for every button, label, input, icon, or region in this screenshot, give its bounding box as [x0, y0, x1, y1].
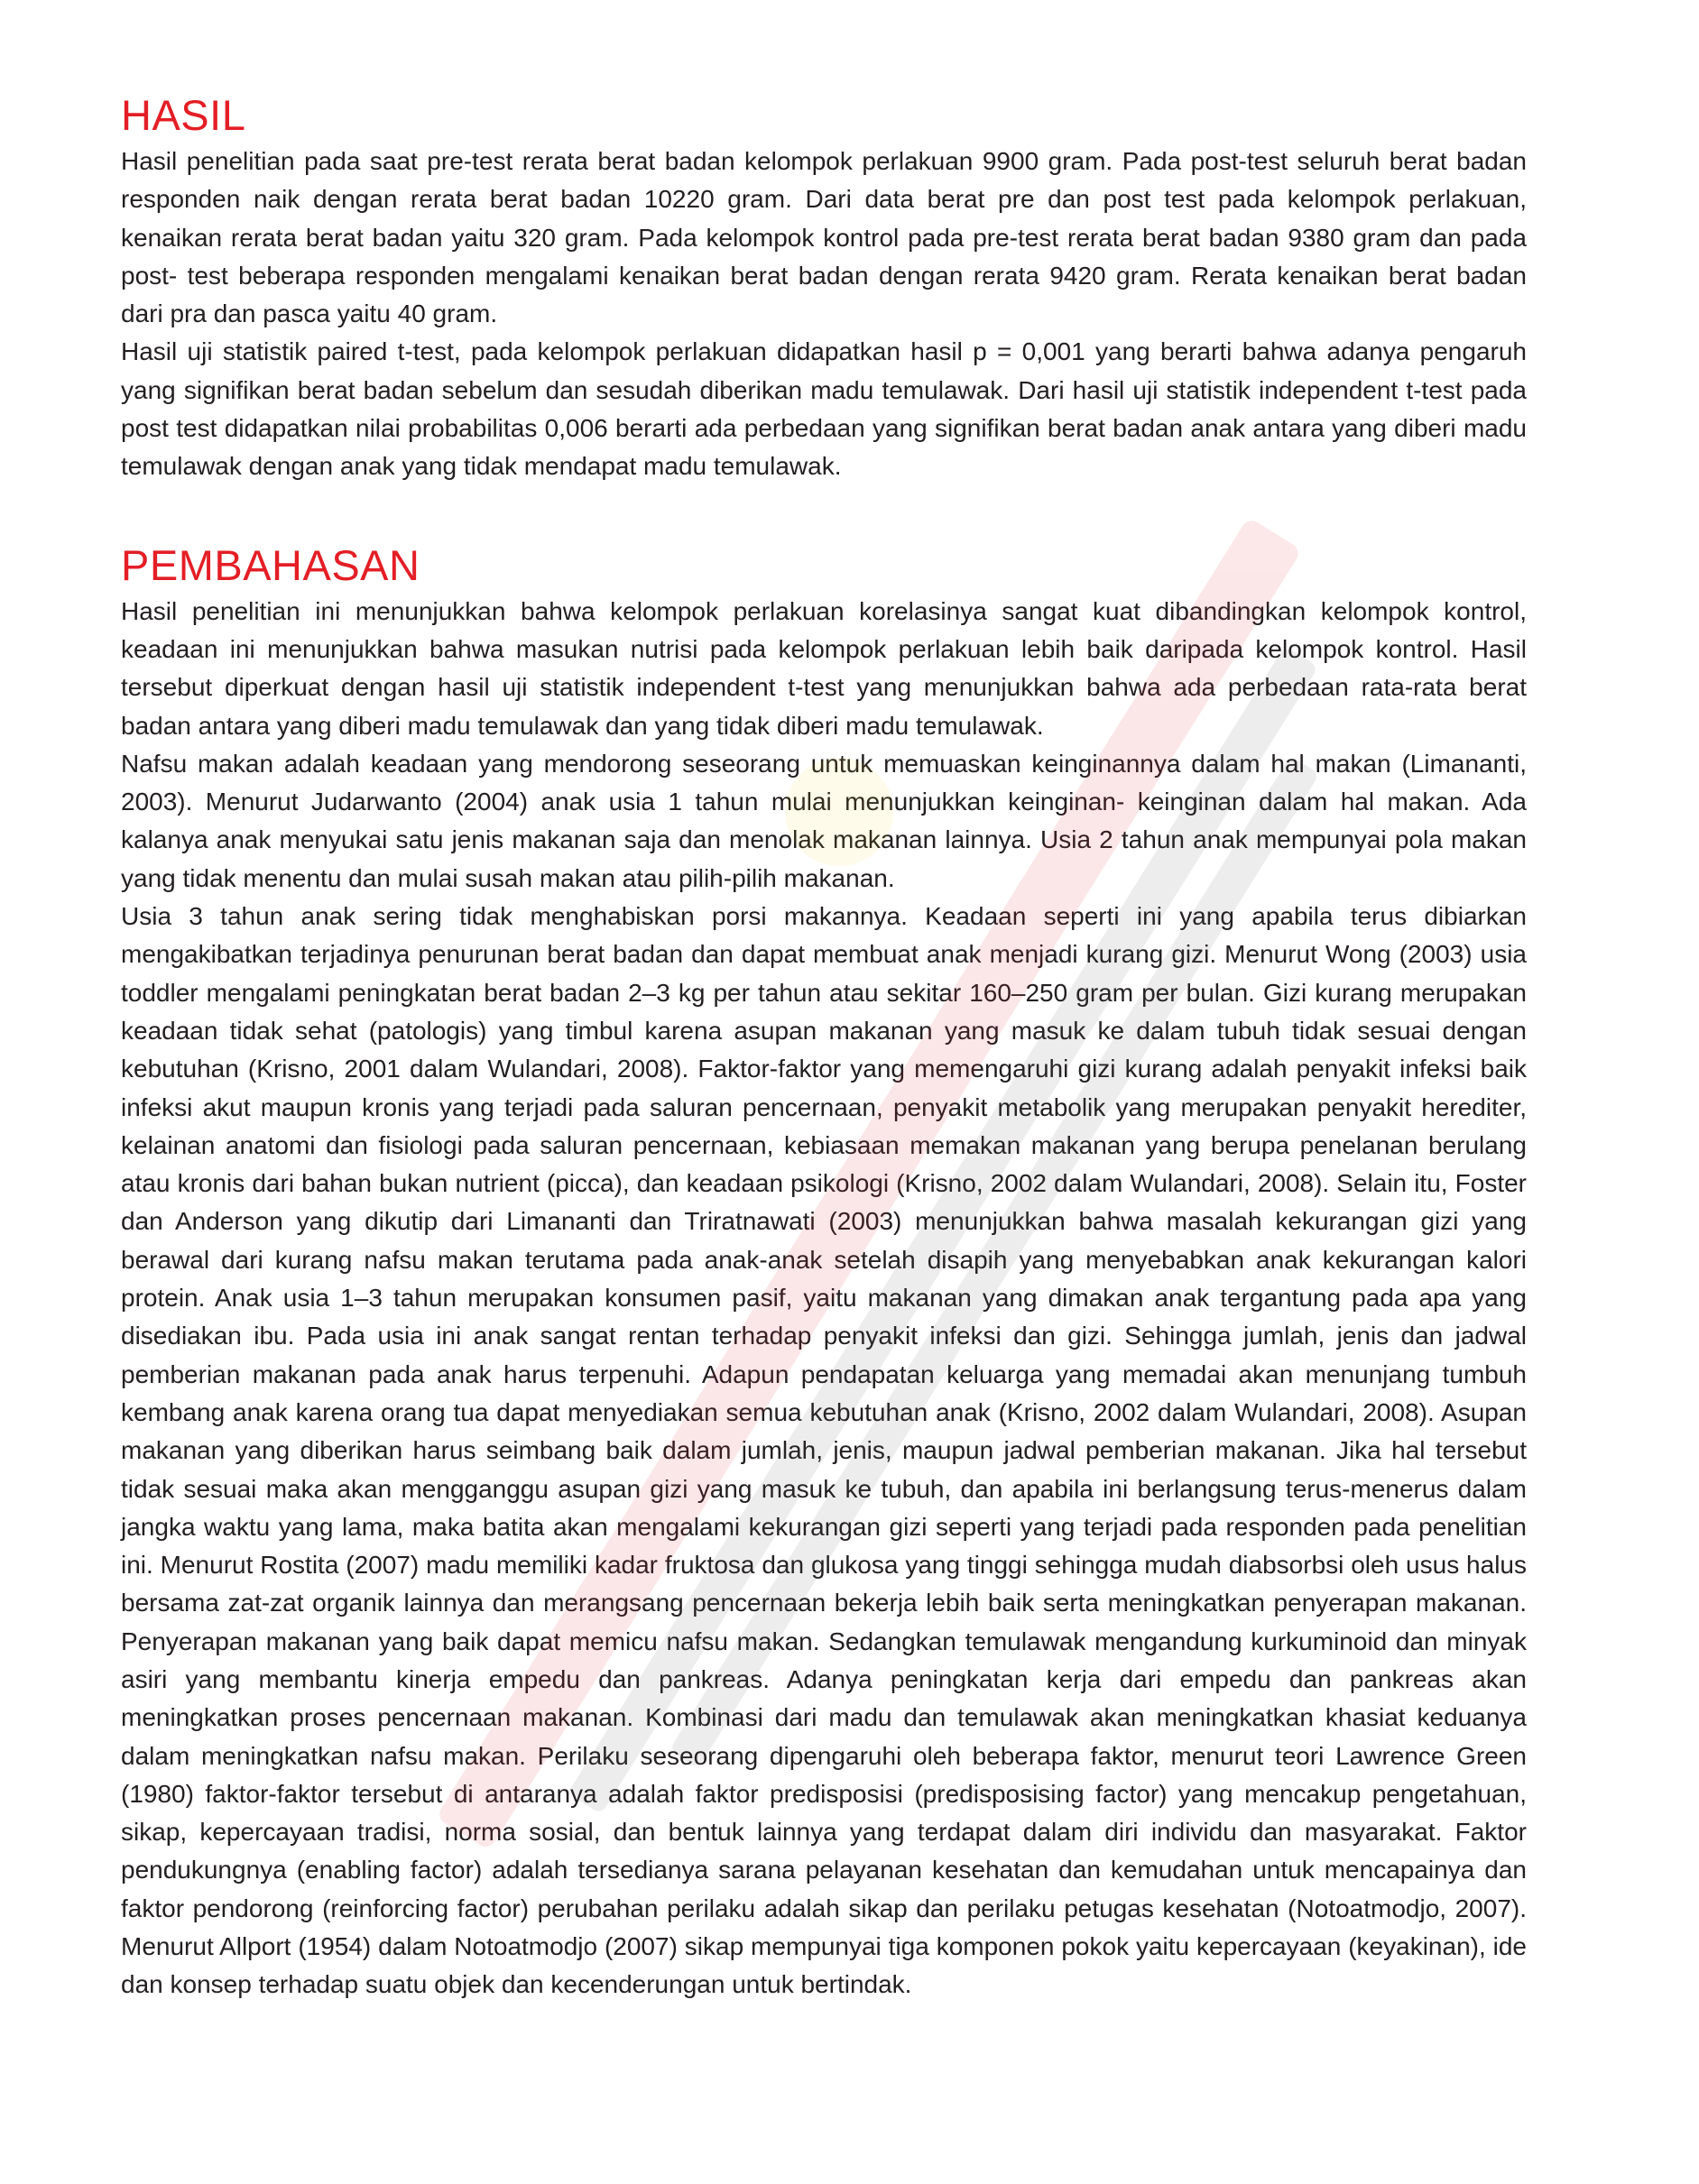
pembahasan-paragraph-1: Hasil penelitian ini menunjukkan bahwa kelompok perlakuan korelasinya sangat kuat dibandingkan kelompok kontrol, keadaan ini menunjukkan bahwa masukan nutrisi pada kelompok perlakuan lebih baik daripada kelompok kontrol. Hasil tersebut diperkuat dengan hasil uji statistik independent t-test yang menunjukkan bahwa ada perbedaan rata-rata berat badan antara yang diberi madu temulawak dan yang tidak diberi madu temulawak. — [121, 596, 1527, 740]
hasil-paragraph-2: Hasil uji statistik paired t-test, pada kelompok perlakuan didapatkan hasil p = 0,001 yang berarti bahwa adanya pengaruh yang signifikan berat badan sebelum dan sesudah diberikan madu temulawak. Dari hasil uji statistik independent t-test pada post test didapatkan nilai probabilitas 0,006 berarti ada perbedaan yang signifikan berat badan anak antara yang diberi madu temulawak dengan anak yang tidak mendapat madu temulawak. — [121, 337, 1527, 481]
hasil-paragraph-1: Hasil penelitian pada saat pre-test rerata berat badan kelompok perlakuan 9900 gram. Pada post-test seluruh berat badan responden naik dengan rerata berat badan 10220 gram. Dari data berat pre dan post test pada kelompok perlakuan, kenaikan rerata berat badan yaitu 320 gram. Pada kelompok kontrol pada pre-test rerata berat badan 9380 gram dan pada post- test beberapa responden mengalami kenaikan berat badan dengan rerata 9420 gram. Rerata kenaikan berat badan dari pra dan pasca yaitu 40 gram. — [121, 147, 1527, 328]
article-page — [121, 90, 1527, 2004]
section-heading-hasil: HASIL — [121, 91, 246, 139]
pembahasan-paragraph-3: Usia 3 tahun anak sering tidak menghabiskan porsi makannya. Keadaan seperti ini yang apabila terus dibiarkan mengakibatkan terjadinya penurunan berat badan dan dapat membuat anak menjadi kurang gizi. Menurut Wong (2003) usia toddler mengalami peningkatan berat badan 2–3 kg per tahun atau sekitar 160–250 gram per bulan. Gizi kurang merupakan keadaan tidak sehat (patologis) yang timbul karena asupan makanan yang masuk ke dalam tubuh tidak sesuai dengan kebutuhan (Krisno, 2001 dalam Wulandari, 2008). Faktor-faktor yang memengaruhi gizi kurang adalah penyakit infeksi baik infeksi akut maupun kronis yang terjadi pada saluran pencernaan, penyakit metabolik yang merupakan penyakit herediter, kelainan anatomi dan fisiologi pada saluran pencernaan, kebiasaan memakan makanan yang berupa penelanan berulang atau kronis dari bahan bukan nutrient (picca), dan keadaan psikologi (Krisno, 2002 dalam Wulandari, 2008). Selain itu, Foster dan Anderson yang dikutip dari Limananti dan Triratnawati (2003) menunjukkan bahwa masalah kekurangan gizi yang berawal dari kurang nafsu makan terutama pada anak-anak setelah disapih yang menyebabkan anak kekurangan kalori protein. Anak usia 1–3 tahun merupakan konsumen pasif, yaitu makanan yang dimakan anak tergantung pada apa yang disediakan ibu. Pada usia ini anak sangat rentan terhadap penyakit infeksi dan gizi. Sehingga jumlah, jenis dan jadwal pemberian makanan pada anak harus terpenuhi. Adapun pendapatan keluarga yang memadai akan menunjang tumbuh kembang anak karena orang tua dapat menyediakan semua kebutuhan anak (Krisno, 2002 dalam Wulandari, 2008). Asupan makanan yang diberikan harus seimbang baik dalam jumlah, jenis, maupun jadwal pemberian makanan. Jika hal tersebut tidak sesuai maka akan mengganggu asupan gizi yang masuk ke tubuh, dan apabila ini berlangsung terus-menerus dalam jangka waktu yang lama, maka batita akan mengalami kekurangan gizi seperti yang terjadi pada responden pada penelitian ini. Menurut Rostita (2007) madu memiliki kadar fruktosa dan glukosa yang tinggi sehingga mudah diabsorbsi oleh usus halus bersama zat-zat organik lainnya dan merangsang pencernaan bekerja lebih baik serta meningkatkan penyerapan makanan. Penyerapan makanan yang baik dapat memicu nafsu makan. Sedangkan temulawak mengandung kurkuminoid dan minyak asiri yang membantu kinerja empedu dan pankreas. Adanya peningkatan kerja dari empedu dan pankreas akan meningkatkan proses pencernaan makanan. Kombinasi dari madu dan temulawak akan meningkatkan khasiat keduanya dalam meningkatkan nafsu makan. Perilaku seseorang dipengaruhi oleh beberapa faktor, menurut teori Lawrence Green (1980) faktor-faktor tersebut di antaranya adalah faktor predisposisi (predisposising factor) yang mencakup pengetahuan, sikap, kepercayaan tradisi, norma sosial, dan bentuk lainnya yang terdapat dalam diri individu dan masyarakat. Faktor pendukungnya (enabling factor) adalah tersedianya sarana pelayanan kesehatan dan kemudahan untuk mencapainya dan faktor pendorong (reinforcing factor) perubahan perilaku adalah sikap dan perilaku petugas kesehatan (Notoatmodjo, 2007). Menurut Allport (1954) dalam Notoatmodjo (2007) sikap mempunyai tiga komponen pokok yaitu kepercayaan (keyakinan), ide dan konsep terhadap suatu objek dan kecenderungan untuk bertindak. — [121, 902, 1527, 1999]
pembahasan-paragraph-2: Nafsu makan adalah keadaan yang mendorong seseorang untuk memuaskan keinginannya dalam hal makan (Limananti, 2003). Menurut Judarwanto (2004) anak usia 1 tahun mulai menunjukkan keinginan- keinginan dalam hal makan. Ada kalanya anak menyukai satu jenis makanan saja dan menolak makanan lainnya. Usia 2 tahun anak mempunyai pola makan yang tidak menentu dan mulai susah makan atau pilih-pilih makanan. — [121, 749, 1527, 892]
section-spacer — [121, 486, 1527, 540]
section-heading-pembahasan: PEMBAHASAN — [121, 540, 420, 589]
